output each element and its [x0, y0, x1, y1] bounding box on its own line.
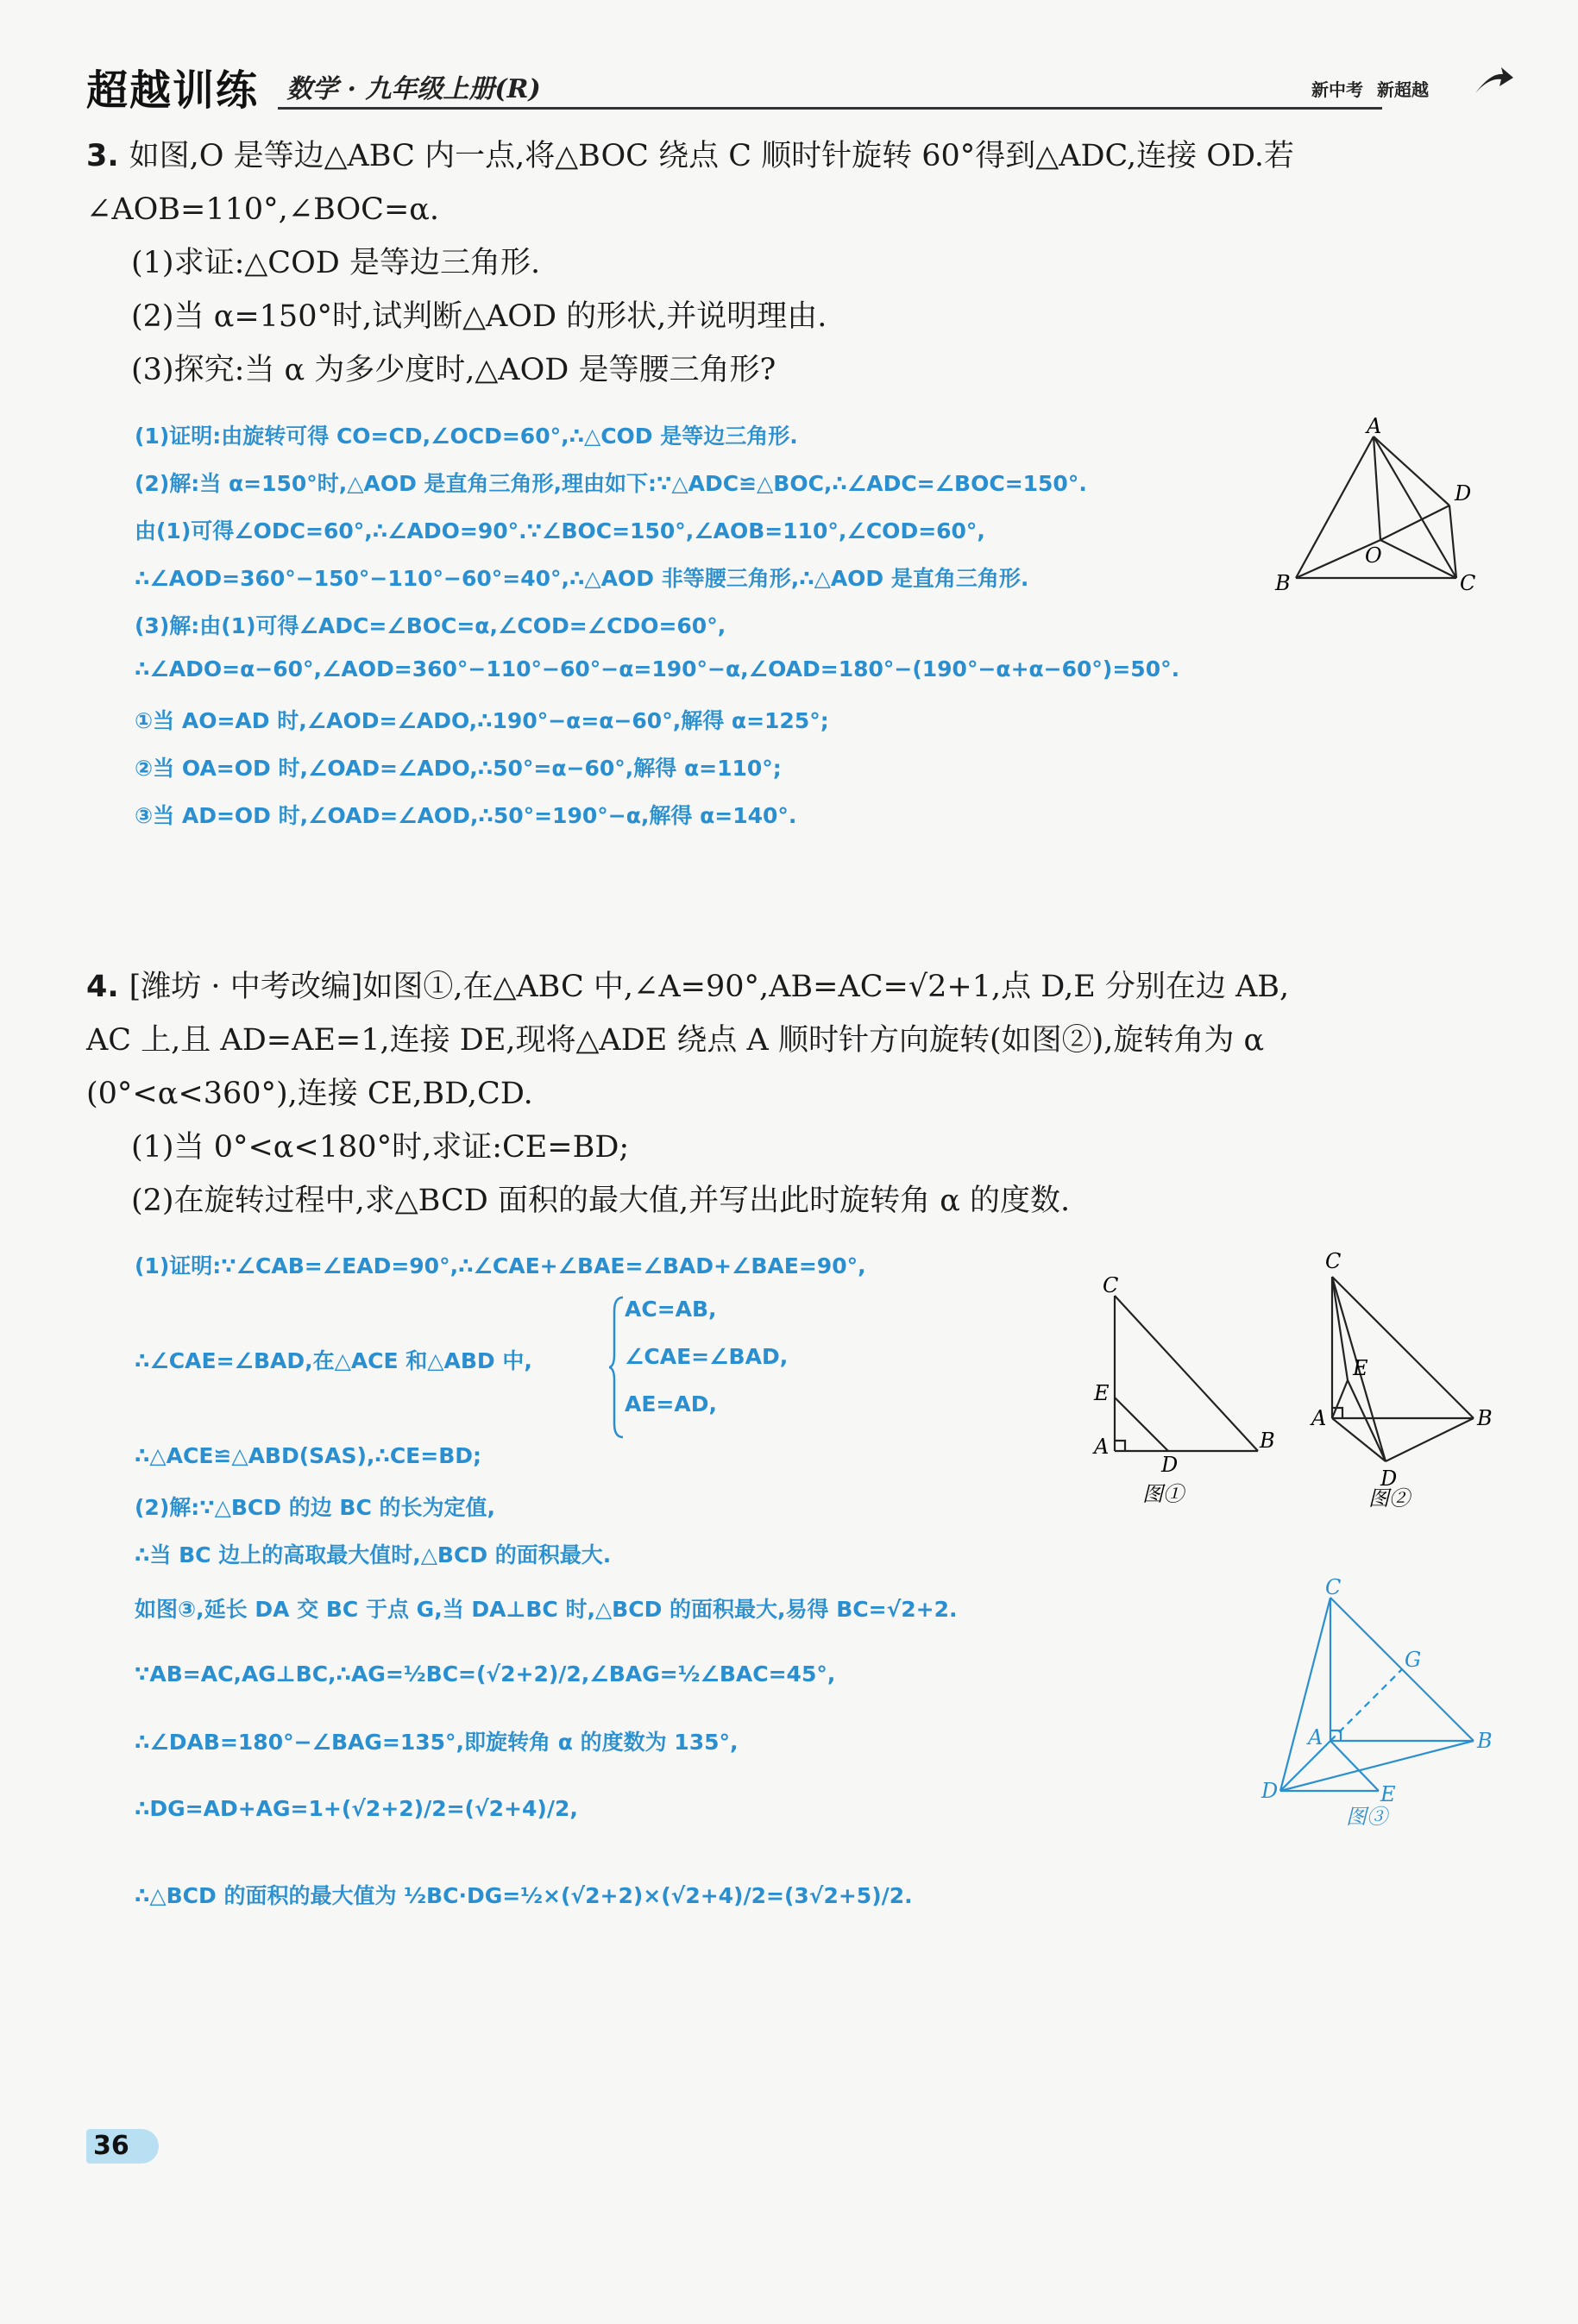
- question-4-number: 4.: [86, 970, 119, 1004]
- q4-figure-2: [1299, 1242, 1515, 1513]
- question-3-text-2: ∠AOB=110°,∠BOC=α.: [86, 192, 440, 227]
- question-3: [86, 129, 1501, 397]
- fig2-label-d: D: [1380, 1467, 1398, 1491]
- q3-answer-line: ②当 OA=OD 时,∠OAD=∠ADO,∴50°=α−60°,解得 α=110°;: [135, 756, 782, 781]
- question-4-part-1: (1)当 0°<α<180°时,求证:CE=BD;: [131, 1130, 630, 1165]
- fig3-label-g: G: [1405, 1648, 1422, 1672]
- page-header: [86, 52, 1501, 121]
- fig1-label-b: B: [1260, 1429, 1275, 1453]
- fig1-label-e: E: [1094, 1381, 1110, 1405]
- brace-icon: [609, 1294, 626, 1441]
- question-4-text-2: AC 上,且 AD=AE=1,连接 DE,现将△ADE 绕点 A 顺时针方向旋转(如图②),旋转角为 α: [86, 1023, 1265, 1058]
- fig2-label-e: E: [1353, 1356, 1368, 1380]
- q4-answer-line: ∴∠DAB=180°−∠BAG=135°,即旋转角 α 的度数为 135°,: [135, 1730, 739, 1755]
- header-rule: [278, 107, 1382, 110]
- q4-answer-line: ∴△BCD 的面积的最大值为 ½BC·DG=½×(√2+2)×(√2+4)/2=(3√2+5)/2.: [135, 1883, 913, 1908]
- q4-answer-line: ∴当 BC 边上的高取最大值时,△BCD 的面积最大.: [135, 1542, 612, 1567]
- q3-answer-line: ①当 AO=AD 时,∠AOD=∠ADO,∴190°−α=α−60°,解得 α=125°;: [135, 708, 829, 733]
- slogan-part-2: 新超越: [1377, 79, 1429, 100]
- fig3-caption: 图③: [1346, 1805, 1387, 1829]
- question-3-number: 3.: [86, 139, 119, 173]
- q3-figure: [1268, 414, 1493, 599]
- fig3-label-b: B: [1477, 1729, 1493, 1753]
- fig1-label-c: C: [1103, 1277, 1119, 1297]
- fig1-label-d: D: [1161, 1453, 1179, 1477]
- fig3-label-a: A: [1308, 1725, 1323, 1749]
- q4-figure-1: [1087, 1277, 1277, 1513]
- q4-system-line-1: AC=AB,: [625, 1297, 717, 1322]
- slogan-part-1: 新中考: [1311, 79, 1363, 100]
- q3-answer-line: ∴∠AOD=360°−150°−110°−60°=40°,∴△AOD 非等腰三角形,∴△AOD 是直角三角形.: [135, 566, 1029, 591]
- question-4-part-2: (2)在旋转过程中,求△BCD 面积的最大值,并写出此时旋转角 α 的度数.: [131, 1184, 1071, 1218]
- q3-answer-line: ③当 AD=OD 时,∠OAD=∠AOD,∴50°=190°−α,解得 α=140°.: [135, 803, 797, 828]
- fig2-label-b: B: [1477, 1406, 1493, 1430]
- q3-label-b: B: [1275, 571, 1291, 595]
- arrow-logo-icon: [1474, 64, 1515, 98]
- brand-title: 超越训练: [86, 66, 260, 115]
- question-4-text-3: (0°<α<360°),连接 CE,BD,CD.: [86, 1077, 533, 1111]
- q4-answer-line: (1)证明:∵∠CAB=∠EAD=90°,∴∠CAE+∠BAE=∠BAD+∠BAE=90°,: [135, 1253, 866, 1278]
- question-4: [86, 960, 1501, 1228]
- q3-answer-line: (1)证明:由旋转可得 CO=CD,∠OCD=60°,∴△COD 是等边三角形.: [135, 424, 798, 449]
- question-4-line-1: [86, 960, 1501, 1014]
- fig1-caption: 图①: [1142, 1482, 1184, 1506]
- fig1-label-a: A: [1094, 1435, 1110, 1459]
- question-3-part-1: (1)求证:△COD 是等边三角形.: [131, 246, 541, 280]
- page-number-badge: [86, 2129, 159, 2164]
- slogan: [1311, 76, 1443, 101]
- q4-answer-line: ∴∠CAE=∠BAD,在△ACE 和△ABD 中,: [135, 1348, 532, 1373]
- q4-answer-line: 如图③,延长 DA 交 BC 于点 G,当 DA⊥BC 时,△BCD 的面积最大,易得 BC=√2+2.: [135, 1597, 958, 1622]
- q4-answer-line: (2)解:∵△BCD 的边 BC 的长为定值,: [135, 1495, 496, 1520]
- page-number: 36: [93, 2131, 129, 2161]
- q3-label-d: D: [1455, 481, 1472, 506]
- fig2-caption: 图②: [1368, 1486, 1410, 1510]
- question-3-line-1: [86, 129, 1501, 183]
- question-3-part-2: (2)当 α=150°时,试判断△AOD 的形状,并说明理由.: [131, 299, 827, 334]
- q3-answer-line: 由(1)可得∠ODC=60°,∴∠ADO=90°.∵∠BOC=150°,∠AOB=110°,∠COD=60°,: [135, 518, 985, 543]
- q3-label-o: O: [1365, 543, 1382, 568]
- q3-answer-line: (2)解:当 α=150°时,△AOD 是直角三角形,理由如下:∵△ADC≌△BOC,∴∠ADC=∠BOC=150°.: [135, 471, 1087, 496]
- subject-title: 数学 · 九年级上册(R): [286, 74, 541, 104]
- fig3-label-c: C: [1325, 1575, 1342, 1599]
- q3-label-c: C: [1460, 571, 1476, 595]
- fig3-label-e: E: [1380, 1782, 1396, 1806]
- fig2-label-c: C: [1325, 1249, 1342, 1273]
- q4-answer-line: ∵AB=AC,AG⊥BC,∴AG=½BC=(√2+2)/2,∠BAG=½∠BAC=45°,: [135, 1661, 836, 1686]
- q3-answer-line: ∴∠ADO=α−60°,∠AOD=360°−110°−60°−α=190°−α,∠OAD=180°−(190°−α+α−60°)=50°.: [135, 656, 1180, 681]
- q4-system-line-3: AE=AD,: [625, 1391, 717, 1416]
- fig3-label-d: D: [1261, 1779, 1279, 1803]
- q4-figure-3: [1251, 1575, 1510, 1837]
- fig2-label-a: A: [1311, 1406, 1327, 1430]
- q4-system-line-2: ∠CAE=∠BAD,: [625, 1344, 789, 1369]
- question-3-part-3: (3)探究:当 α 为多少度时,△AOD 是等腰三角形?: [131, 353, 776, 387]
- q3-label-a: A: [1367, 414, 1382, 438]
- q4-answer-line: ∴△ACE≌△ABD(SAS),∴CE=BD;: [135, 1443, 482, 1468]
- q4-answer-line: ∴DG=AD+AG=1+(√2+2)/2=(√2+4)/2,: [135, 1796, 578, 1821]
- question-4-text-1: [潍坊 · 中考改编]如图①,在△ABC 中,∠A=90°,AB=AC=√2+1,点 D,E 分别在边 AB,: [129, 970, 1290, 1004]
- q3-answer-line: (3)解:由(1)可得∠ADC=∠BOC=α,∠COD=∠CDO=60°,: [135, 613, 726, 638]
- question-3-text-1: 如图,O 是等边△ABC 内一点,将△BOC 绕点 C 顺时针旋转 60°得到△ADC,连接 OD.若: [129, 139, 1294, 173]
